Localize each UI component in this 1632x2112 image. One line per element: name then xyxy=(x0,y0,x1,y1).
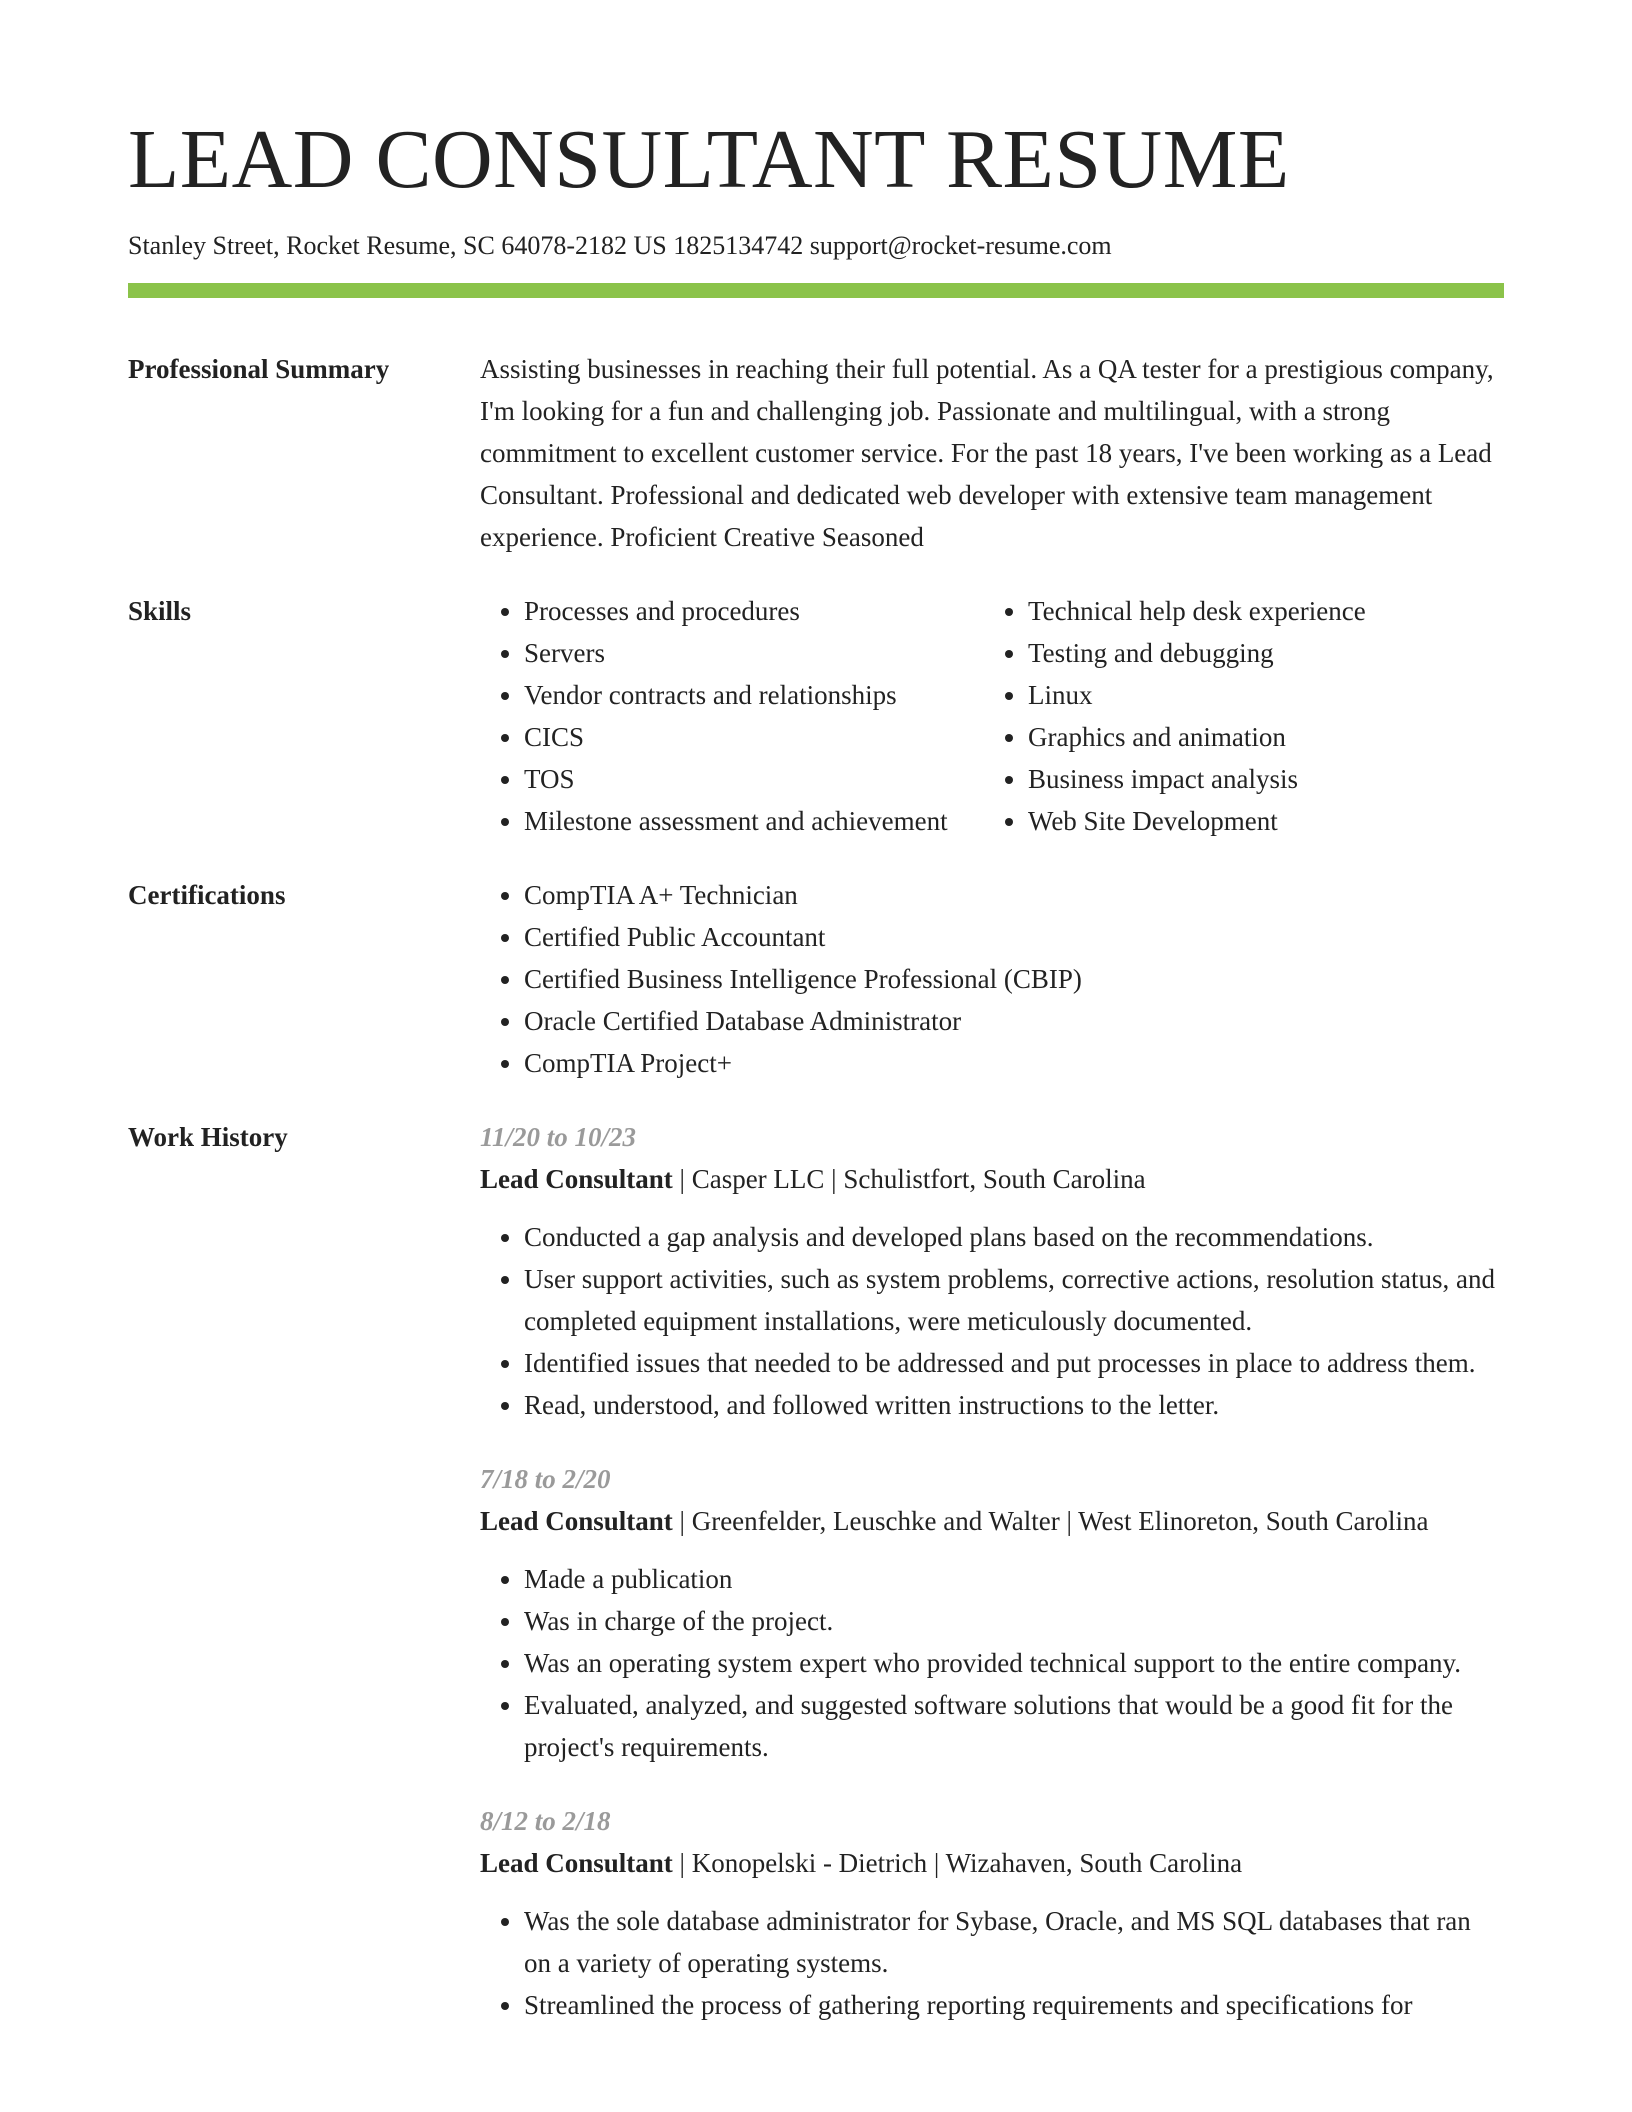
summary-text: Assisting businesses in reaching their full potential. As a QA tester for a prestigious company, I'm looking for a fun and challenging job. Passionate and multilingual, with a strong commitment to excellent customer service. For the past 18 years, I've been working as a Lead Consultant. Professional and dedicated web developer with extensive team management experience. Proficient Creative Seasoned xyxy=(480,354,1494,553)
job-employer-location: | Casper LLC | Schulistfort, South Carolina xyxy=(672,1164,1146,1195)
summary-section xyxy=(128,348,1504,558)
job-title: Lead Consultant xyxy=(480,1848,673,1879)
certifications-section xyxy=(128,874,1504,1084)
job-date: 8/12 to 2/18 xyxy=(480,1806,611,1837)
job-entry xyxy=(480,1800,1504,2026)
skill-item: • Servers xyxy=(524,632,984,674)
certification-item: • Certified Business Intelligence Professional (CBIP) xyxy=(524,958,1504,1000)
job-bullet: • User support activities, such as system problems, corrective actions, resolution status, and completed equipment installations, were meticulously documented. xyxy=(524,1258,1504,1342)
job-employer-location: | Greenfelder, Leuschke and Walter | West Elinoreton, South Carolina xyxy=(672,1506,1429,1537)
job-bullets xyxy=(480,1216,1504,1426)
page-title: LEAD CONSULTANT RESUME xyxy=(128,113,1290,206)
skill-item: • Milestone assessment and achievement xyxy=(524,800,984,842)
job-employer-location: | Konopelski - Dietrich | Wizahaven, South Carolina xyxy=(672,1848,1243,1879)
job-bullet: • Evaluated, analyzed, and suggested software solutions that would be a good fit for the project's requirements. xyxy=(524,1684,1504,1768)
skill-item: • Testing and debugging xyxy=(1028,632,1366,674)
job-bullet: • Was an operating system expert who provided technical support to the entire company. xyxy=(524,1642,1504,1684)
work-history-list xyxy=(480,1116,1504,2058)
job-bullet: • Conducted a gap analysis and developed plans based on the recommendations. xyxy=(524,1216,1504,1258)
job-bullets xyxy=(480,1900,1504,2026)
header-divider xyxy=(128,283,1504,298)
job-bullets xyxy=(480,1558,1504,1768)
skill-item: • Business impact analysis xyxy=(1028,758,1366,800)
job-bullet: • Made a publication xyxy=(524,1558,1504,1600)
skill-item: • TOS xyxy=(524,758,984,800)
skill-item: • Linux xyxy=(1028,674,1366,716)
skill-item: • CICS xyxy=(524,716,984,758)
job-heading xyxy=(480,1500,1504,1542)
skill-item: • Web Site Development xyxy=(1028,800,1366,842)
work-history-section xyxy=(128,1116,1504,2058)
summary-label: Professional Summary xyxy=(128,354,390,385)
job-bullet: • Streamlined the process of gathering reporting requirements and specifications for xyxy=(524,1984,1504,2026)
job-title: Lead Consultant xyxy=(480,1506,673,1537)
skills-label: Skills xyxy=(128,596,192,627)
certifications-label: Certifications xyxy=(128,880,286,911)
skill-item: • Vendor contracts and relationships xyxy=(524,674,984,716)
job-date: 11/20 to 10/23 xyxy=(480,1122,637,1153)
resume-page xyxy=(128,113,1504,2058)
certification-item: • CompTIA Project+ xyxy=(524,1042,1504,1084)
certification-item: • Certified Public Accountant xyxy=(524,916,1504,958)
job-heading xyxy=(480,1158,1504,1200)
certification-item: • Oracle Certified Database Administrator xyxy=(524,1000,1504,1042)
skill-item: • Processes and procedures xyxy=(524,590,984,632)
skills-list xyxy=(480,590,1504,842)
skill-item: • Technical help desk experience xyxy=(1028,590,1366,632)
work-history-label: Work History xyxy=(128,1122,288,1153)
skill-item: • Graphics and animation xyxy=(1028,716,1366,758)
skills-column-right xyxy=(984,590,1366,842)
job-title: Lead Consultant xyxy=(480,1164,673,1195)
contact-line: Stanley Street, Rocket Resume, SC 64078-2182 US 1825134742 support@rocket-resume.com xyxy=(128,231,1112,260)
certifications-list xyxy=(480,874,1504,1084)
job-entry xyxy=(480,1116,1504,1426)
job-heading xyxy=(480,1842,1504,1884)
job-bullet: • Read, understood, and followed written instructions to the letter. xyxy=(524,1384,1504,1426)
job-entry xyxy=(480,1458,1504,1768)
certification-item: • CompTIA A+ Technician xyxy=(524,874,1504,916)
job-bullet: • Identified issues that needed to be addressed and put processes in place to address them. xyxy=(524,1342,1504,1384)
job-bullet: • Was in charge of the project. xyxy=(524,1600,1504,1642)
skills-section xyxy=(128,590,1504,842)
job-bullet: • Was the sole database administrator for Sybase, Oracle, and MS SQL databases that ran on a variety of operating systems. xyxy=(524,1900,1504,1984)
skills-column-left xyxy=(480,590,984,842)
job-date: 7/18 to 2/20 xyxy=(480,1464,611,1495)
